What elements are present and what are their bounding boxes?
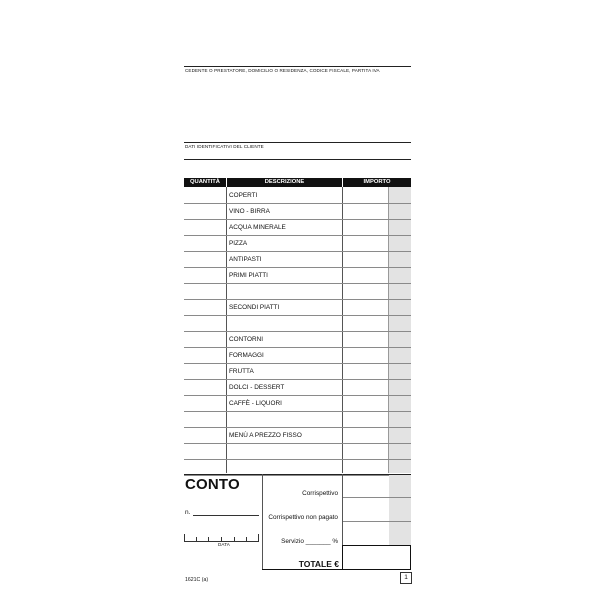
table-row-description: ACQUA MINERALE <box>229 224 286 231</box>
footer-top-line <box>184 474 411 475</box>
form-code: 1621C (a) <box>185 577 209 583</box>
table-row-line <box>184 267 411 268</box>
corrispettivo-label: Corrispettivo <box>302 490 338 497</box>
corrispettivo-non-pagato-line <box>343 521 411 522</box>
table-divider-desc <box>342 187 343 473</box>
table-row-description: FORMAGGI <box>229 352 264 359</box>
table-row-description: PRIMI PIATTI <box>229 272 268 279</box>
date-tick <box>196 537 197 541</box>
table-row-description: COPERTI <box>229 192 258 199</box>
cedente-label: CEDENTE O PRESTATORE, DOMICILIO O RESIDENZA, CODICE FISCALE, PARTITA IVA <box>185 68 380 73</box>
footer-divider <box>262 474 263 570</box>
table-row-line <box>184 315 411 316</box>
table-row-line <box>184 251 411 252</box>
table-row-line <box>184 459 411 460</box>
cliente-line-top <box>184 142 411 143</box>
date-tick-end <box>258 534 259 541</box>
number-line <box>193 515 259 516</box>
conto-title: CONTO <box>185 476 240 493</box>
corrispettivo-non-pagato-label: Corrispettivo non pagato <box>268 514 338 521</box>
table-row-description: PIZZA <box>229 240 248 247</box>
footer-shade <box>389 475 411 545</box>
date-tick <box>234 537 235 541</box>
table-divider-cents <box>388 187 389 473</box>
servizio-label: Servizio _______ % <box>281 538 338 545</box>
totale-box <box>342 545 411 570</box>
table-row-line <box>184 395 411 396</box>
table-row-description: DOLCI - DESSERT <box>229 384 285 391</box>
table-row-description: SECONDI PIATTI <box>229 304 280 311</box>
header-descrizione: DESCRIZIONE <box>227 178 342 187</box>
header-quantita: QUANTITÀ <box>184 178 226 187</box>
cliente-line-bottom <box>184 159 411 160</box>
table-row-description: MENÙ A PREZZO FISSO <box>229 432 302 439</box>
table-row-line <box>184 283 411 284</box>
cliente-label: DATI IDENTIFICATIVI DEL CLIENTE <box>185 144 264 149</box>
footer-bottom-line <box>262 569 411 570</box>
date-tick <box>208 537 209 541</box>
number-label: n. <box>185 509 191 516</box>
table-row-line <box>184 379 411 380</box>
totale-label: TOTALE € <box>298 559 339 569</box>
table-row-line <box>184 219 411 220</box>
importo-shade <box>389 187 411 473</box>
table-row-description: VINO - BIRRA <box>229 208 270 215</box>
table-row-line <box>184 411 411 412</box>
table-row-line <box>184 331 411 332</box>
table-divider-qty <box>226 187 227 473</box>
date-tick <box>246 537 247 541</box>
table-row-description: CAFFÈ - LIQUORI <box>229 400 282 407</box>
table-row-line <box>184 203 411 204</box>
page-number-box: 1 <box>400 572 412 584</box>
table-row-description: FRUTTA <box>229 368 254 375</box>
date-label: DATA <box>218 542 230 547</box>
header-importo: IMPORTO <box>343 178 411 187</box>
table-row-line <box>184 443 411 444</box>
date-tick <box>221 537 222 541</box>
table-row-line <box>184 363 411 364</box>
date-tick-start <box>184 534 185 541</box>
table-row-line <box>184 427 411 428</box>
corrispettivo-line <box>343 497 411 498</box>
table-row-description: ANTIPASTI <box>229 256 262 263</box>
table-row-description: CONTORNI <box>229 336 263 343</box>
table-row-line <box>184 299 411 300</box>
table-row-line <box>184 347 411 348</box>
cedente-line <box>184 66 411 67</box>
table-row-line <box>184 235 411 236</box>
